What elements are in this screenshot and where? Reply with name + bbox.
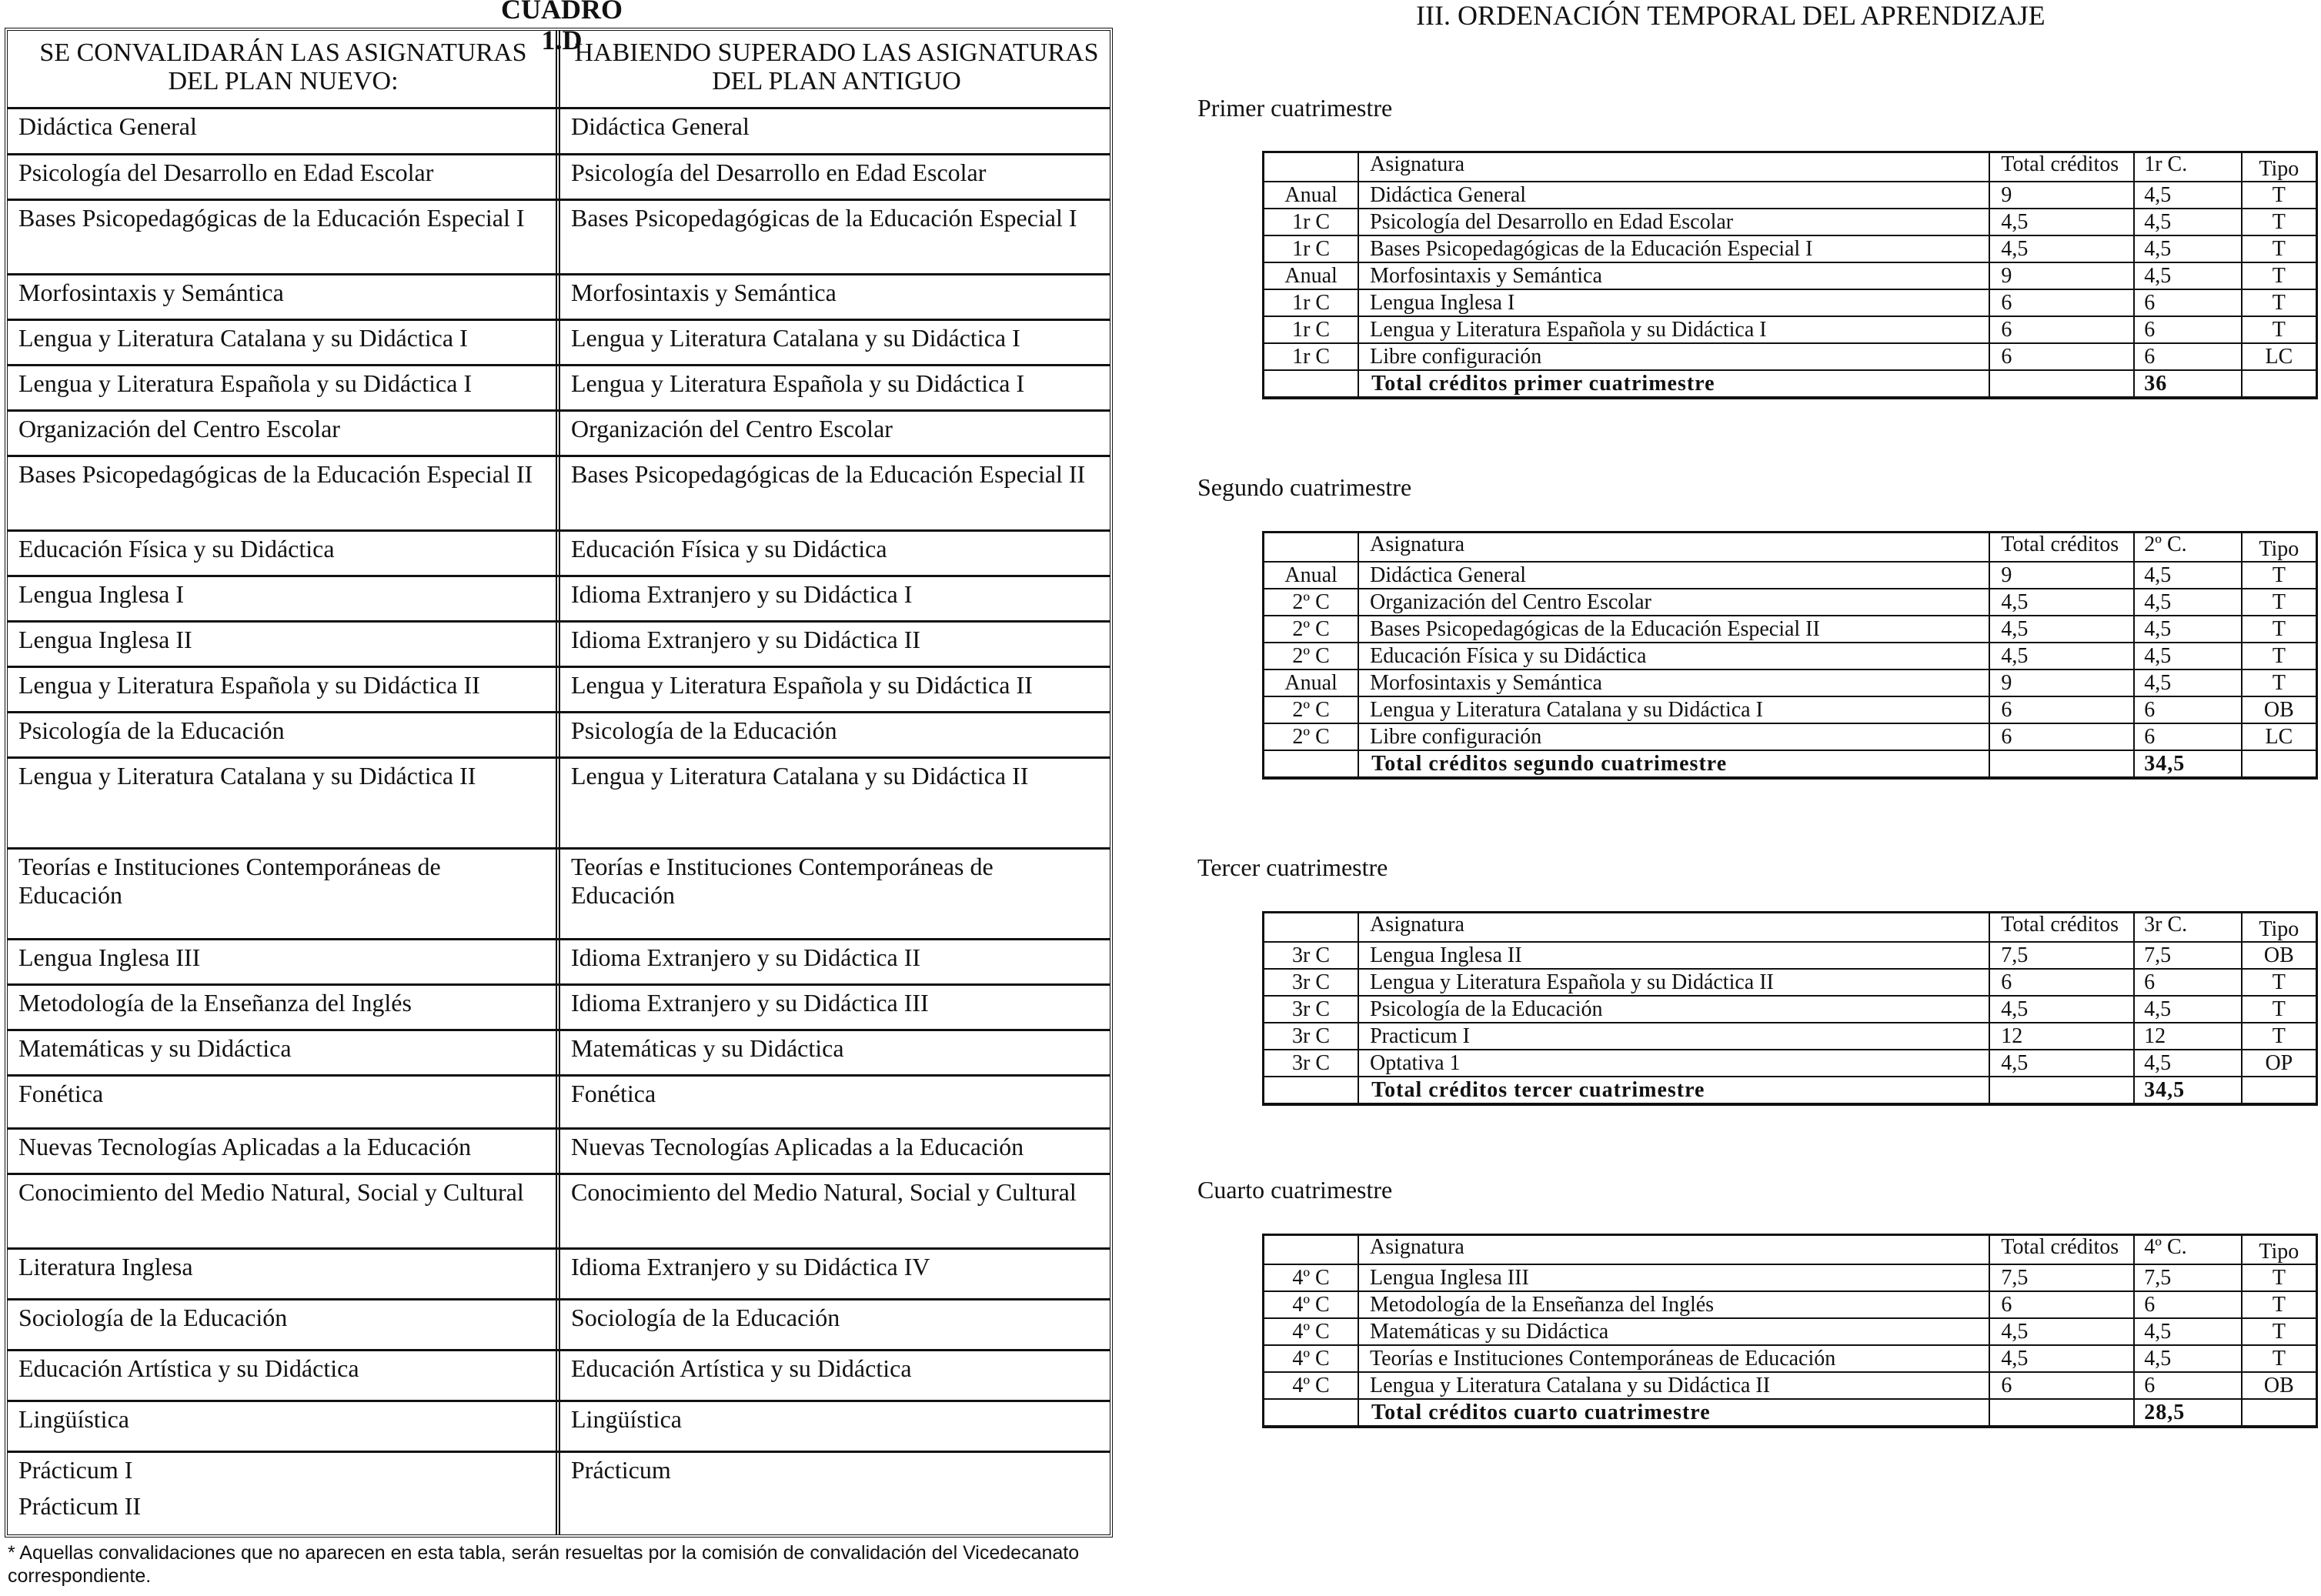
table-row [8, 201, 1110, 275]
total-row [1264, 1399, 2317, 1427]
table-row [1264, 235, 2317, 262]
table-row [8, 532, 1110, 577]
semester-credits-cell: 1r C. [2134, 152, 2241, 182]
total-credits-cell: Total créditos [1989, 1235, 2134, 1264]
type-cell: Tipo [2242, 1235, 2317, 1264]
semester-table [1262, 531, 2318, 780]
plan-nuevo-cell: Lengua y Literatura Española y su Didáctica II [8, 668, 560, 711]
subject-cell: Total créditos segundo cuatrimestre [1358, 750, 1989, 778]
type-cell [2242, 750, 2317, 778]
subject-cell: Asignatura [1358, 1235, 1989, 1264]
total-credits-cell: 7,5 [1989, 942, 2134, 969]
plan-antiguo-cell: Matemáticas y su Didáctica [571, 1034, 844, 1062]
period-cell: 3r C [1264, 942, 1359, 969]
total-credits-cell [1989, 1077, 2134, 1104]
period-cell: Anual [1264, 669, 1359, 696]
total-credits-cell: 6 [1989, 969, 2134, 996]
period-cell: 4º C [1264, 1264, 1358, 1291]
table-row [8, 1130, 1110, 1175]
semester-credits-cell: 36 [2134, 370, 2241, 398]
plan-antiguo-cell: Educación Artística y su Didáctica [571, 1354, 912, 1382]
table-header-row [1264, 533, 2317, 562]
period-cell: 1r C [1264, 343, 1359, 370]
semester-credits-cell: 4,5 [2134, 235, 2241, 262]
semester-credits-cell: 4,5 [2134, 182, 2241, 209]
semester-credits-cell: 4,5 [2134, 1318, 2241, 1345]
plan-nuevo-cell: Teorías e Instituciones Contemporáneas de Educación [8, 850, 560, 938]
total-credits-cell: 6 [1989, 1291, 2134, 1318]
semester-credits-cell: 6 [2134, 1372, 2241, 1399]
total-credits-cell [1989, 1399, 2134, 1427]
semester-credits-cell: 6 [2134, 696, 2241, 723]
subject-cell: Lengua y Literatura Española y su Didáctica I [1358, 316, 1989, 343]
total-credits-cell: 4,5 [1989, 1318, 2134, 1345]
table-row [1264, 1023, 2317, 1050]
semester-table [1262, 1234, 2318, 1428]
type-cell: OB [2242, 1372, 2317, 1399]
period-cell [1264, 750, 1359, 778]
total-credits-cell: 6 [1989, 289, 2134, 316]
type-cell: T [2242, 316, 2317, 343]
period-cell: 2º C [1264, 589, 1359, 616]
subject-cell: Didáctica General [1358, 562, 1989, 589]
semester-title: Cuarto cuatrimestre [1197, 1176, 1393, 1204]
table-row [1264, 1050, 2317, 1077]
table-row [8, 1402, 1110, 1453]
type-cell: T [2242, 996, 2317, 1023]
period-cell: 1r C [1264, 235, 1359, 262]
total-credits-cell: 9 [1989, 262, 2134, 289]
table-row [8, 850, 1110, 940]
semester-credits-cell: 6 [2134, 723, 2241, 750]
section-title: III. ORDENACIÓN TEMPORAL DEL APRENDIZAJE [1416, 0, 2045, 31]
plan-antiguo-cell: Bases Psicopedagógicas de la Educación Especial II [571, 460, 1086, 488]
type-cell: OP [2242, 1050, 2317, 1077]
plan-antiguo-cell: Sociología de la Educación [571, 1304, 840, 1331]
table-row [8, 412, 1110, 457]
plan-nuevo-cell: Metodología de la Enseñanza del Inglés [8, 986, 560, 1029]
semester-credits-cell: 6 [2134, 1291, 2241, 1318]
subject-cell: Lengua y Literatura Catalana y su Didáctica I [1358, 696, 1989, 723]
table-row [8, 109, 1110, 155]
total-credits-cell: 7,5 [1989, 1264, 2134, 1291]
semester-credits-cell: 4,5 [2134, 643, 2241, 669]
table-row [8, 1301, 1110, 1351]
subject-cell: Lengua Inglesa III [1358, 1264, 1989, 1291]
total-credits-cell: Total créditos [1989, 152, 2134, 182]
type-cell: OB [2242, 942, 2317, 969]
semester-credits-cell: 4,5 [2134, 996, 2242, 1023]
table-row [1264, 669, 2317, 696]
total-credits-cell: 6 [1989, 316, 2134, 343]
period-cell [1264, 1077, 1359, 1104]
type-cell: LC [2242, 723, 2317, 750]
subject-cell: Total créditos primer cuatrimestre [1358, 370, 1989, 398]
subject-cell: Practicum I [1358, 1023, 1989, 1050]
table-row [8, 366, 1110, 412]
period-cell: 4º C [1264, 1345, 1358, 1372]
plan-antiguo-cell: Prácticum [571, 1456, 671, 1484]
table-header-row [1264, 1235, 2317, 1264]
table-row [1264, 643, 2317, 669]
total-credits-cell: 9 [1989, 669, 2134, 696]
semester-credits-cell: 34,5 [2134, 750, 2241, 778]
type-cell: T [2242, 289, 2317, 316]
plan-nuevo-cell [8, 1453, 560, 1534]
table-header-row [1264, 152, 2317, 182]
table-row [8, 986, 1110, 1031]
total-credits-cell: 9 [1989, 562, 2134, 589]
table-row [8, 1175, 1110, 1250]
table-row [8, 1453, 1110, 1534]
period-cell [1264, 152, 1359, 182]
total-credits-cell: 4,5 [1989, 209, 2134, 235]
convalidation-table [5, 28, 1113, 1538]
semester-credits-cell: 4,5 [2134, 589, 2241, 616]
total-credits-cell: 4,5 [1989, 1050, 2134, 1077]
period-cell [1264, 533, 1359, 562]
header-plan-antiguo: HABIENDO SUPERADO LAS ASIGNATURAS DEL PLAN ANTIGUO [574, 38, 1099, 95]
plan-nuevo-cell: Lingüística [8, 1402, 560, 1451]
subject-cell: Total créditos cuarto cuatrimestre [1358, 1399, 1989, 1427]
total-credits-cell: 6 [1989, 1372, 2134, 1399]
plan-nuevo-cell: Psicología del Desarrollo en Edad Escolar [8, 155, 560, 199]
period-cell: 4º C [1264, 1291, 1358, 1318]
period-cell [1264, 370, 1359, 398]
total-credits-cell: 4,5 [1989, 1345, 2134, 1372]
type-cell: T [2242, 1264, 2317, 1291]
subject-cell: Libre configuración [1358, 343, 1989, 370]
type-cell: LC [2242, 343, 2317, 370]
subject-cell: Lengua y Literatura Española y su Didáctica II [1358, 969, 1989, 996]
table-row [8, 321, 1110, 366]
plan-nuevo-cell: Lengua Inglesa I [8, 577, 560, 620]
semester-table [1262, 911, 2318, 1106]
table-row [8, 1077, 1110, 1130]
subject-cell: Bases Psicopedagógicas de la Educación Especial I [1358, 235, 1989, 262]
type-cell: Tipo [2242, 152, 2317, 182]
table-row [1264, 589, 2317, 616]
table-row [8, 457, 1110, 532]
plan-antiguo-cell: Nuevas Tecnologías Aplicadas a la Educación [571, 1133, 1024, 1160]
table-row [1264, 209, 2317, 235]
total-credits-cell [1989, 750, 2134, 778]
period-cell: 2º C [1264, 643, 1359, 669]
total-credits-cell: 4,5 [1989, 996, 2134, 1023]
plan-nuevo-cell: Literatura Inglesa [8, 1250, 560, 1298]
semester-credits-cell: 2º C. [2134, 533, 2241, 562]
subject-cell: Matemáticas y su Didáctica [1358, 1318, 1989, 1345]
table-row [8, 1031, 1110, 1077]
subject-cell: Lengua y Literatura Catalana y su Didáctica II [1358, 1372, 1989, 1399]
type-cell: T [2242, 182, 2317, 209]
type-cell: T [2242, 209, 2317, 235]
type-cell: Tipo [2242, 913, 2317, 942]
table-row [8, 1250, 1110, 1301]
plan-antiguo-cell: Teorías e Instituciones Contemporáneas de Educación [571, 853, 994, 909]
type-cell: T [2242, 235, 2317, 262]
table-row [1264, 1372, 2317, 1399]
type-cell: T [2242, 562, 2317, 589]
total-credits-cell: 6 [1989, 696, 2134, 723]
plan-antiguo-cell: Lengua y Literatura Catalana y su Didáctica I [571, 324, 1020, 352]
plan-nuevo-cell: Psicología de la Educación [8, 713, 560, 756]
total-row [1264, 1077, 2317, 1104]
subject-cell: Total créditos tercer cuatrimestre [1358, 1077, 1989, 1104]
subject-cell: Lengua Inglesa II [1358, 942, 1989, 969]
type-cell: T [2242, 1291, 2317, 1318]
period-cell: 4º C [1264, 1372, 1358, 1399]
period-cell: 2º C [1264, 696, 1359, 723]
table-row [1264, 316, 2317, 343]
plan-antiguo-cell: Idioma Extranjero y su Didáctica I [571, 580, 913, 608]
total-credits-cell: 12 [1989, 1023, 2134, 1050]
table-row [8, 713, 1110, 759]
table-row [1264, 996, 2317, 1023]
period-cell: 3r C [1264, 1050, 1359, 1077]
period-cell [1264, 1399, 1358, 1427]
period-cell: 2º C [1264, 616, 1359, 643]
plan-antiguo-cell: Psicología del Desarrollo en Edad Escolar [571, 159, 987, 186]
semester-credits-cell: 4º C. [2134, 1235, 2241, 1264]
period-cell: 2º C [1264, 723, 1359, 750]
period-cell: 3r C [1264, 1023, 1359, 1050]
type-cell: OB [2242, 696, 2317, 723]
plan-nuevo-cell: Lengua y Literatura Catalana y su Didáctica I [8, 321, 560, 364]
semester-credits-cell: 4,5 [2134, 1345, 2241, 1372]
semester-title: Primer cuatrimestre [1197, 94, 1393, 122]
type-cell [2242, 370, 2317, 398]
type-cell: T [2242, 1318, 2317, 1345]
semester-credits-cell: 6 [2134, 316, 2241, 343]
footnote: * Aquellas convalidaciones que no aparecen en esta tabla, serán resueltas por la comisión de convalidación del Vicedecanato correspondiente. [8, 1542, 1080, 1587]
period-cell: 1r C [1264, 316, 1359, 343]
subject-cell: Morfosintaxis y Semántica [1358, 669, 1989, 696]
type-cell [2242, 1399, 2317, 1427]
subject-cell: Morfosintaxis y Semántica [1358, 262, 1989, 289]
plan-nuevo-item: Prácticum II [18, 1492, 142, 1520]
subject-cell: Didáctica General [1358, 182, 1989, 209]
plan-nuevo-cell: Educación Artística y su Didáctica [8, 1351, 560, 1400]
plan-antiguo-cell: Lingüística [571, 1405, 682, 1433]
period-cell: Anual [1264, 182, 1359, 209]
total-credits-cell: 4,5 [1989, 235, 2134, 262]
total-row [1264, 750, 2317, 778]
plan-antiguo-cell: Fonética [571, 1080, 656, 1107]
semester-credits-cell: 3r C. [2134, 913, 2242, 942]
plan-nuevo-cell: Lengua Inglesa II [8, 623, 560, 666]
semester-credits-cell: 4,5 [2134, 562, 2241, 589]
period-cell: 3r C [1264, 996, 1359, 1023]
plan-nuevo-cell: Didáctica General [8, 109, 560, 153]
plan-antiguo-cell: Lengua y Literatura Catalana y su Didáctica II [571, 762, 1029, 790]
table-row [1264, 616, 2317, 643]
table-row [8, 759, 1110, 850]
subject-cell: Asignatura [1358, 152, 1989, 182]
total-credits-cell: Total créditos [1989, 533, 2134, 562]
plan-nuevo-cell: Bases Psicopedagógicas de la Educación Especial II [8, 457, 560, 529]
semester-credits-cell: 4,5 [2134, 616, 2241, 643]
table-row [1264, 289, 2317, 316]
plan-antiguo-cell: Idioma Extranjero y su Didáctica II [571, 626, 921, 653]
plan-antiguo-cell: Bases Psicopedagógicas de la Educación Especial I [571, 204, 1077, 232]
plan-nuevo-item: Prácticum I [18, 1456, 133, 1484]
plan-antiguo-cell: Psicología de la Educación [571, 716, 837, 744]
table-row [1264, 343, 2317, 370]
plan-nuevo-cell: Lengua y Literatura Española y su Didáctica I [8, 366, 560, 409]
semester-credits-cell: 7,5 [2134, 1264, 2241, 1291]
table-row [1264, 1345, 2317, 1372]
total-credits-cell: 9 [1989, 182, 2134, 209]
plan-nuevo-cell: Bases Psicopedagógicas de la Educación Especial I [8, 201, 560, 273]
subject-cell: Lengua Inglesa I [1358, 289, 1989, 316]
plan-nuevo-cell: Nuevas Tecnologías Aplicadas a la Educación [8, 1130, 560, 1173]
plan-antiguo-cell: Lengua y Literatura Española y su Didáctica II [571, 671, 1033, 699]
table-row [1264, 1264, 2317, 1291]
semester-credits-cell: 6 [2134, 289, 2241, 316]
semester-credits-cell: 4,5 [2134, 209, 2241, 235]
period-cell: Anual [1264, 562, 1359, 589]
table-row [8, 940, 1110, 986]
semester-credits-cell: 6 [2134, 969, 2242, 996]
table-row [8, 1351, 1110, 1402]
subject-cell: Bases Psicopedagógicas de la Educación Especial II [1358, 616, 1989, 643]
plan-antiguo-cell: Idioma Extranjero y su Didáctica IV [571, 1253, 930, 1280]
table-row [1264, 942, 2317, 969]
table-row [1264, 723, 2317, 750]
table-row [1264, 1291, 2317, 1318]
semester-credits-cell: 4,5 [2134, 669, 2241, 696]
subject-cell: Educación Física y su Didáctica [1358, 643, 1989, 669]
total-credits-cell [1989, 370, 2134, 398]
period-cell [1264, 913, 1359, 942]
plan-antiguo-cell: Conocimiento del Medio Natural, Social y Cultural [571, 1178, 1077, 1206]
semester-title: Tercer cuatrimestre [1197, 853, 1388, 881]
type-cell: T [2242, 262, 2317, 289]
type-cell [2242, 1077, 2317, 1104]
plan-antiguo-cell: Organización del Centro Escolar [571, 415, 893, 442]
type-cell: T [2242, 969, 2317, 996]
subject-cell: Teorías e Instituciones Contemporáneas de Educación [1358, 1345, 1989, 1372]
plan-nuevo-cell: Lengua Inglesa III [8, 940, 560, 983]
plan-nuevo-cell: Lengua y Literatura Catalana y su Didáctica II [8, 759, 560, 847]
subject-cell: Organización del Centro Escolar [1358, 589, 1989, 616]
plan-nuevo-cell: Morfosintaxis y Semántica [8, 275, 560, 319]
plan-nuevo-cell: Educación Física y su Didáctica [8, 532, 560, 575]
plan-nuevo-cell: Organización del Centro Escolar [8, 412, 560, 455]
total-credits-cell: Total créditos [1989, 913, 2134, 942]
table-row [8, 155, 1110, 201]
plan-nuevo-cell: Conocimiento del Medio Natural, Social y Cultural [8, 1175, 560, 1247]
table-row [1264, 182, 2317, 209]
plan-nuevo-cell: Fonética [8, 1077, 560, 1127]
semester-credits-cell: 28,5 [2134, 1399, 2241, 1427]
semester-credits-cell: 4,5 [2134, 1050, 2242, 1077]
plan-nuevo-cell: Sociología de la Educación [8, 1301, 560, 1349]
type-cell: T [2242, 589, 2317, 616]
cuadro-title: CUADRO 1.D [501, 0, 623, 55]
table-row [1264, 1318, 2317, 1345]
period-cell: 4º C [1264, 1318, 1358, 1345]
subject-cell: Metodología de la Enseñanza del Inglés [1358, 1291, 1989, 1318]
plan-nuevo-cell: Matemáticas y su Didáctica [8, 1031, 560, 1074]
table-row [8, 275, 1110, 321]
total-credits-cell: 4,5 [1989, 589, 2134, 616]
semester-credits-cell: 7,5 [2134, 942, 2242, 969]
period-cell: 1r C [1264, 289, 1359, 316]
period-cell: 3r C [1264, 969, 1359, 996]
subject-cell: Asignatura [1358, 913, 1989, 942]
type-cell: Tipo [2242, 533, 2317, 562]
subject-cell: Optativa 1 [1358, 1050, 1989, 1077]
subject-cell: Psicología de la Educación [1358, 996, 1989, 1023]
subject-cell: Psicología del Desarrollo en Edad Escolar [1358, 209, 1989, 235]
plan-antiguo-cell: Idioma Extranjero y su Didáctica III [571, 989, 929, 1017]
table-row [8, 623, 1110, 668]
header-plan-nuevo: SE CONVALIDARÁN LAS ASIGNATURAS DEL PLAN NUEVO: [8, 31, 560, 107]
plan-antiguo-cell: Idioma Extranjero y su Didáctica II [571, 943, 921, 971]
period-cell: 1r C [1264, 209, 1359, 235]
total-credits-cell: 4,5 [1989, 643, 2134, 669]
semester-credits-cell: 34,5 [2134, 1077, 2242, 1104]
type-cell: T [2242, 616, 2317, 643]
total-credits-cell: 6 [1989, 723, 2134, 750]
plan-antiguo-cell: Didáctica General [571, 112, 750, 140]
subject-cell: Asignatura [1358, 533, 1989, 562]
type-cell: T [2242, 1345, 2317, 1372]
total-credits-cell: 6 [1989, 343, 2134, 370]
type-cell: T [2242, 643, 2317, 669]
period-cell [1264, 1235, 1358, 1264]
semester-credits-cell: 12 [2134, 1023, 2242, 1050]
table-row [8, 668, 1110, 713]
semester-credits-cell: 4,5 [2134, 262, 2241, 289]
table-row [1264, 562, 2317, 589]
table-row [8, 577, 1110, 623]
semester-table [1262, 151, 2318, 399]
total-credits-cell: 4,5 [1989, 616, 2134, 643]
plan-antiguo-cell: Morfosintaxis y Semántica [571, 279, 837, 306]
table-row [1264, 969, 2317, 996]
plan-antiguo-cell: Educación Física y su Didáctica [571, 535, 887, 563]
subject-cell: Libre configuración [1358, 723, 1989, 750]
table-header [8, 31, 1110, 109]
type-cell: T [2242, 1023, 2317, 1050]
semester-title: Segundo cuatrimestre [1197, 473, 1412, 501]
table-row [1264, 696, 2317, 723]
total-row [1264, 370, 2317, 398]
table-header-row [1264, 913, 2317, 942]
type-cell: T [2242, 669, 2317, 696]
period-cell: Anual [1264, 262, 1359, 289]
semester-credits-cell: 6 [2134, 343, 2241, 370]
table-row [1264, 262, 2317, 289]
plan-antiguo-cell: Lengua y Literatura Española y su Didáctica I [571, 369, 1025, 397]
